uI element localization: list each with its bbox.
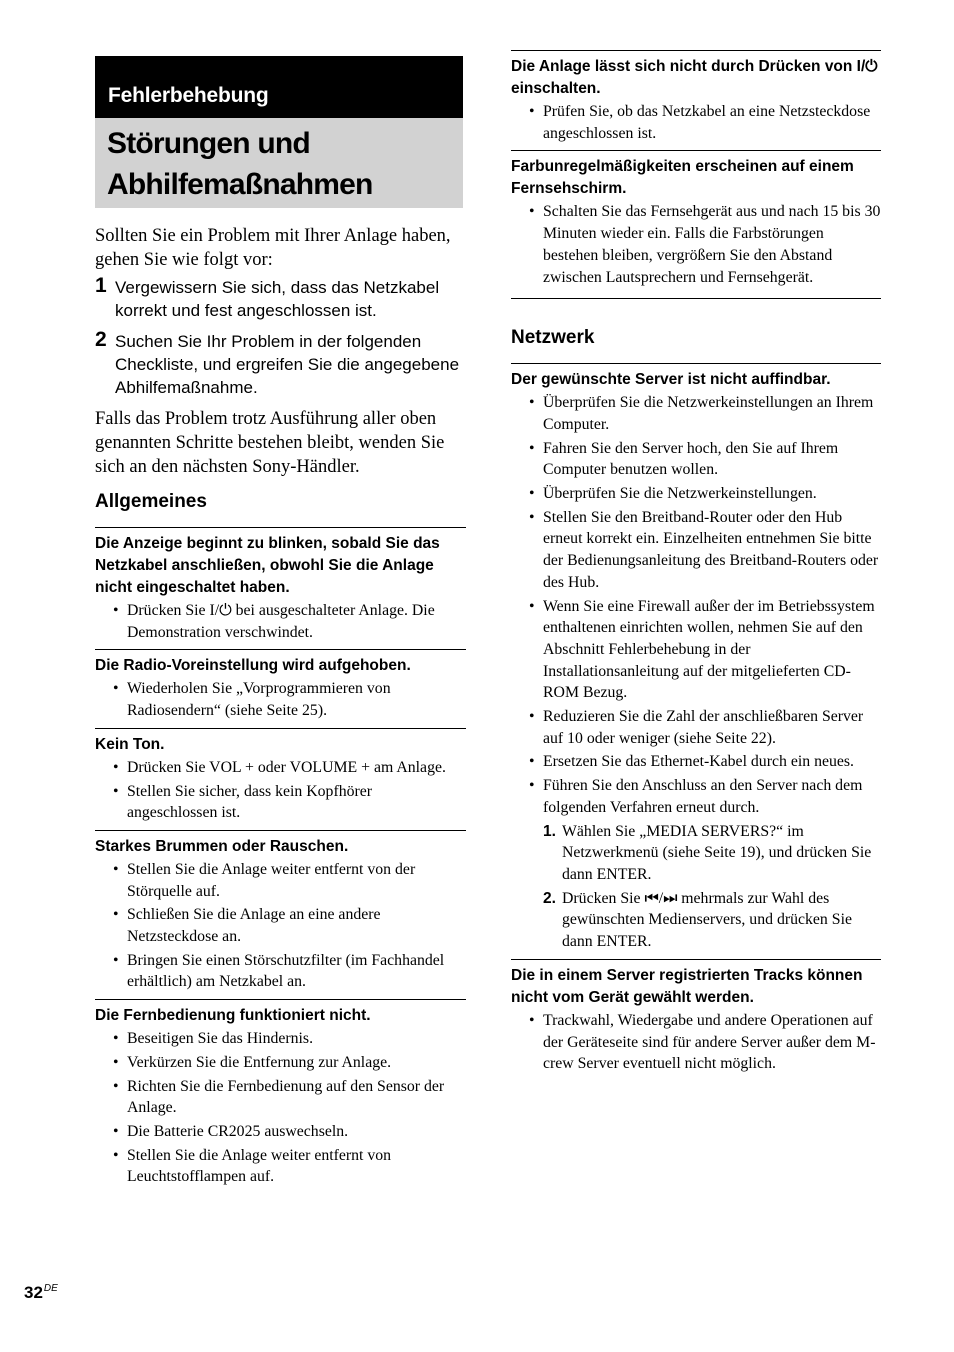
problem-block bbox=[511, 50, 881, 144]
remedy-item: • Überprüfen Sie die Netzwerkeinstellungen. bbox=[511, 483, 881, 505]
remedy-item: • Die Batterie CR2025 auswechseln. bbox=[95, 1121, 466, 1143]
remedy-item: • Bringen Sie einen Störschutzfilter (im Fachhandel erhältlich) am Netzkabel an. bbox=[95, 950, 466, 993]
remedy-item: • Überprüfen Sie die Netzwerkeinstellungen an Ihrem Computer. bbox=[511, 392, 881, 435]
remedy-item: • Ersetzen Sie das Ethernet-Kabel durch ein neues. bbox=[511, 751, 881, 773]
procedure-step-text: Wählen Sie „MEDIA SERVERS?“ im Netzwerkmenü (siehe Seite 19), und drücken Sie dann ENTER. bbox=[562, 822, 872, 883]
remedy-item: • Prüfen Sie, ob das Netzkabel an eine Netzsteckdose angeschlossen ist. bbox=[511, 101, 881, 144]
remedy-item: • Trackwahl, Wiedergabe und andere Operationen auf der Geräteseite sind für andere Server außer dem M-crew Server eventuell nicht möglich. bbox=[511, 1010, 881, 1075]
page-title bbox=[95, 118, 463, 208]
page-number bbox=[24, 1283, 58, 1303]
remedy-item: • Wenn Sie eine Firewall außer der im Betriebssystem enthaltenen einrichten wollen, nehmen Sie auf den Abschnitt Fehlerbehebung in der Installationsanleitung auf der mitgelieferten CD-ROM Bezug. bbox=[511, 596, 881, 705]
intro-text: Sollten Sie ein Problem mit Ihrer Anlage haben, gehen Sie wie folgt vor: bbox=[95, 226, 451, 270]
problem-block bbox=[95, 999, 466, 1188]
remedy-item: • Drücken Sie I/⏻ bei ausgeschalteter Anlage. Die Demonstration verschwindet. bbox=[95, 600, 466, 643]
step-number: 1 bbox=[95, 274, 107, 297]
step-text: Vergewissern Sie sich, dass das Netzkabel korrekt und fest angeschlossen ist. bbox=[115, 278, 440, 320]
section-heading-general: Allgemeines bbox=[95, 491, 207, 512]
remedy-item: • Schließen Sie die Anlage an eine andere Netzsteckdose an. bbox=[95, 904, 466, 947]
procedure-step-text: Drücken Sie ⏮/⏭ mehrmals zur Wahl des gewünschten Medienservers, und drücken Sie dann ENTER. bbox=[562, 889, 852, 951]
procedure-step bbox=[511, 888, 881, 953]
right-column bbox=[511, 50, 881, 1077]
intro-steps bbox=[95, 276, 466, 399]
problem-title: Die Anlage lässt sich nicht durch Drücken von I/⏻ einschalten. bbox=[511, 58, 878, 97]
section-header bbox=[95, 56, 463, 208]
problem-block bbox=[95, 728, 466, 824]
left-column bbox=[95, 224, 466, 1190]
remedy-item: • Reduzieren Sie die Zahl der anschließbaren Server auf 10 oder weniger (siehe Seite 22). bbox=[511, 706, 881, 749]
remedy-item: • Schalten Sie das Fernsehgerät aus und nach 15 bis 30 Minuten wieder ein. Falls die Farbstörungen bestehen bleiben, vergrößern Sie den Abstand zwischen Lautsprechern und Fernsehgerät. bbox=[511, 201, 881, 288]
remedy-item: • Verkürzen Sie die Entfernung zur Anlage. bbox=[95, 1052, 466, 1074]
problem-block bbox=[95, 830, 466, 993]
problem-title: Kein Ton. bbox=[95, 735, 165, 753]
problem-title: Die in einem Server registrierten Tracks können nicht vom Gerät gewählt werden. bbox=[511, 966, 863, 1006]
step-number: 2 bbox=[95, 328, 107, 351]
remedy-item: • Richten Sie die Fernbedienung auf den Sensor der Anlage. bbox=[95, 1076, 466, 1119]
problem-block bbox=[95, 527, 466, 643]
problem-title: Die Anzeige beginnt zu blinken, sobald Sie das Netzkabel anschließen, obwohl Sie die Anlage nicht eingeschaltet haben. bbox=[95, 535, 440, 596]
remedy-item: • Wiederholen Sie „Vorprogrammieren von Radiosendern“ (siehe Seite 25). bbox=[95, 678, 466, 721]
procedure-step-number: 2. bbox=[543, 889, 556, 907]
problem-block bbox=[511, 959, 881, 1075]
problem-block bbox=[511, 363, 881, 953]
problem-block bbox=[511, 150, 881, 288]
intro-closing: Falls das Problem trotz Ausführung aller oben genannten Schritte bestehen bleibt, wenden Sie sich an den nächsten Sony-Händler. bbox=[95, 409, 445, 477]
problem-block bbox=[95, 649, 466, 721]
step-text: Suchen Sie Ihr Problem in der folgenden Checkliste, und ergreifen Sie die angegebene Abhilfemaßnahme. bbox=[115, 332, 460, 397]
remedy-item: • Stellen Sie die Anlage weiter entfernt von der Störquelle auf. bbox=[95, 859, 466, 902]
section-divider bbox=[511, 298, 881, 299]
remedy-item: • Stellen Sie sicher, dass kein Kopfhörer angeschlossen ist. bbox=[95, 781, 466, 824]
problem-title: Die Radio-Voreinstellung wird aufgehoben. bbox=[95, 657, 411, 675]
remedy-item: • Fahren Sie den Server hoch, den Sie auf Ihrem Computer benutzen wollen. bbox=[511, 438, 881, 481]
page-number-suffix: DE bbox=[43, 1283, 58, 1294]
page-title-line-2: Abhilfemaßnahmen bbox=[107, 168, 373, 201]
problem-title: Der gewünschte Server ist nicht auffindbar. bbox=[511, 371, 831, 389]
intro-step bbox=[95, 276, 466, 322]
procedure-step-number: 1. bbox=[543, 822, 556, 840]
remedy-item: • Stellen Sie den Breitband-Router oder den Hub erneut korrekt ein. Einzelheiten entnehmen Sie bitte der Bedienungsanleitung des Breitband-Routers oder des Hub. bbox=[511, 507, 881, 594]
remedy-item: • Beseitigen Sie das Hindernis. bbox=[95, 1028, 466, 1050]
section-heading-network: Netzwerk bbox=[511, 327, 595, 349]
page-number-value: 32 bbox=[24, 1283, 43, 1302]
procedure-step bbox=[511, 821, 881, 886]
problem-title: Die Fernbedienung funktioniert nicht. bbox=[95, 1007, 371, 1025]
page-title-line-1: Störungen und bbox=[107, 127, 310, 160]
remedy-item: • Stellen Sie die Anlage weiter entfernt von Leuchtstofflampen auf. bbox=[95, 1145, 466, 1188]
category-label: Fehlerbehebung bbox=[95, 56, 463, 118]
remedy-item: • Führen Sie den Anschluss an den Server nach dem folgenden Verfahren erneut durch. bbox=[511, 775, 881, 818]
intro-step bbox=[95, 330, 466, 399]
problem-title: Starkes Brummen oder Rauschen. bbox=[95, 837, 349, 855]
remedy-item: • Drücken Sie VOL + oder VOLUME + am Anlage. bbox=[95, 757, 466, 779]
problem-title: Farbunregelmäßigkeiten erscheinen auf einem Fernsehschirm. bbox=[511, 158, 854, 198]
